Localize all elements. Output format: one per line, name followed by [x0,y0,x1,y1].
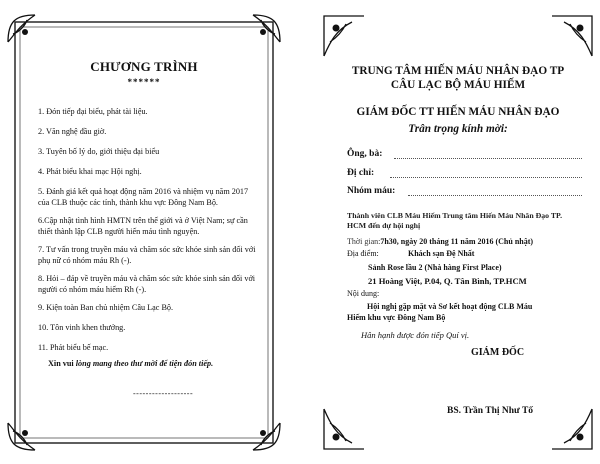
greeting: Trân trọng kính mời: [408,123,508,135]
signer-name: BS. Trần Thị Như Tố [447,406,534,416]
program-item-11: 11. Phát biểu bế mạc. [38,343,109,352]
program-stars: ****** [127,77,161,87]
time-value: 7h30, ngày 20 tháng 11 năm 2016 (Chủ nhật) [380,237,534,246]
invitation-card [320,12,596,453]
field-name-label: Ông, bà: [347,149,383,159]
program-item-9: 9. Kiện toàn Ban chủ nhiệm Câu Lạc Bộ. [38,303,174,312]
place-line1: Khách sạn Đệ Nhất [408,249,475,258]
place-label: Địa điểm: [347,249,379,258]
addressee-title: GIÁM ĐỐC TT HIẾN MÁU NHÂN ĐẠO [356,106,560,118]
program-closing-note [48,359,268,368]
organization-line1: TRUNG TÂM HIẾN MÁU NHÂN ĐẠO TP [351,65,565,77]
director-title: GIÁM ĐỐC [471,347,525,358]
dash-divider: ------------------- [133,389,194,398]
program-title: CHƯƠNG TRÌNH [90,59,198,74]
place-line3: 21 Hoàng Việt, P.04, Q. Tân Bình, TP.HCM [368,276,527,286]
program-card [5,12,283,453]
program-item-6: 6.Cập nhật tình hình HMTN trên thế giới và ở Việt Nam; sự cần thiết thành lập CLB người hiến máu tình nguyện. [38,216,248,236]
program-item-8: 8. Hỏi – đáp về truyền máu và chăm sóc sức khỏe sinh sản đối với người có nhóm máu hiếm Rh (-). [38,274,256,294]
place-line2: Sảnh Rose lầu 2 (Nhà hàng First Place) [368,263,502,272]
invitation-text: Thành viên CLB Máu Hiếm Trung tâm Hiến Máu Nhân Đạo TP. HCM đến dự hội nghị [347,211,563,230]
field-name-dotline [394,157,582,159]
content-line1: Hội nghị gặp mặt và Sơ kết hoạt động CLB Máu [367,302,533,311]
program-item-2: 2. Văn nghệ đầu giờ. [38,127,107,136]
field-blood-label: Nhóm máu: [347,186,396,196]
time-label: Thời gian: [347,237,381,246]
field-unit-label: Đị chỉ: [347,168,375,178]
program-item-7: 7. Tư vấn trong truyền máu và chăm sóc sức khỏe sinh sản đối với phụ nữ có nhóm máu Rh (-). [38,245,256,265]
closing-emphasis: lòng mang theo thư mời để tiện đón tiếp. [75,359,214,368]
program-item-10: 10. Tôn vinh khen thưởng. [38,323,126,332]
field-unit-dotline [390,176,582,178]
program-list [38,106,260,362]
organization-line2: CÂU LẠC BỘ MÁU HIẾM [390,79,526,91]
program-item-4: 4. Phát biểu khai mạc Hội nghị. [38,167,142,176]
program-item-1: 1. Đón tiếp đại biểu, phát tài liệu. [38,107,148,116]
closing-plain: Xin vui [48,359,76,368]
time-row [347,237,533,247]
program-item-3: 3. Tuyên bố lý do, giới thiệu đại biểu [38,147,160,156]
field-blood-dotline [408,194,582,196]
program-item-5: 5. Đánh giá kết quả hoạt động năm 2016 và nhiệm vụ năm 2017 của CLB thuộc các tỉnh, thành khu vực Đông Nam Bộ. [38,187,249,207]
content-line2: Hiếm khu vực Đông Nam Bộ [347,313,446,322]
honored-note: Hân hạnh được đón tiếp Quí vị. [361,330,470,340]
content-label: Nội dung: [347,289,380,298]
